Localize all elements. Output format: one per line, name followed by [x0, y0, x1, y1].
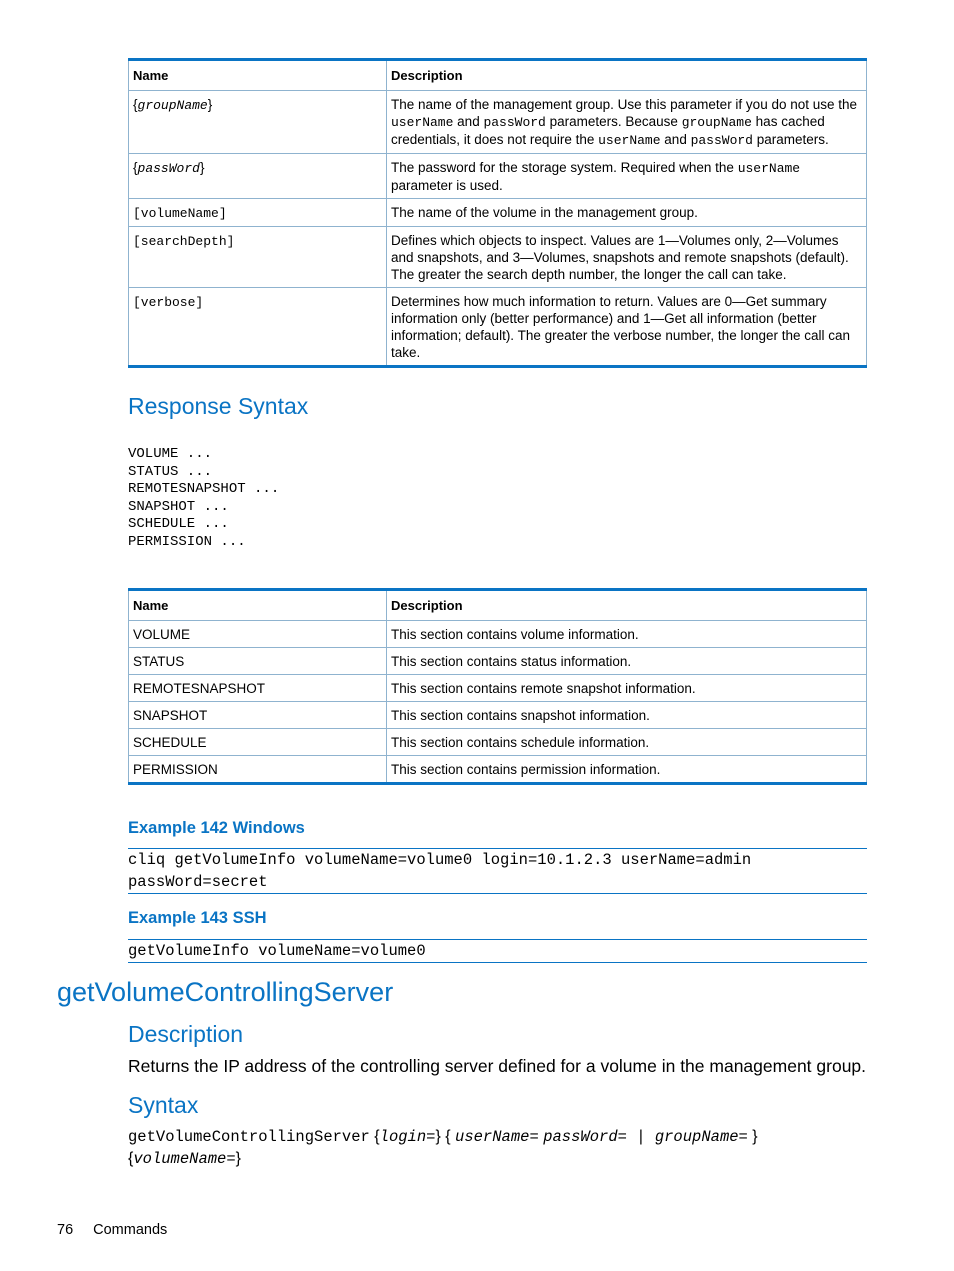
- table-row: [129, 621, 867, 648]
- syntax-heading: Syntax: [128, 1092, 199, 1118]
- text-run: and: [453, 114, 484, 129]
- response-table-header: [129, 590, 867, 621]
- syntax-brace: }: [235, 1150, 242, 1167]
- syntax-password-param: passWord=: [543, 1128, 627, 1146]
- example-143-title: Example 143 SSH: [128, 909, 267, 927]
- text-run: The password for the storage system. Required when the: [391, 160, 738, 175]
- description-text: Returns the IP address of the controlling server defined for a volume in the management group.: [128, 1056, 867, 1076]
- parameter-name-cell: [129, 199, 387, 227]
- text-run: }: [199, 160, 205, 175]
- table-row: [129, 648, 867, 675]
- code-term: passWord: [483, 115, 546, 130]
- text-run: }: [207, 97, 213, 112]
- syntax-volumename-param: volumeName=: [133, 1150, 236, 1168]
- example-143-code: [128, 939, 867, 963]
- description-heading: Description: [128, 1021, 244, 1047]
- parameter-description-cell: [387, 91, 867, 154]
- table-row: [129, 675, 867, 702]
- syntax-brace: }: [435, 1128, 441, 1145]
- text-run: Determines how much information to return. Values are 0—Get summary information only (better performance) and 1—Get all information (better information; default). The greater the verbose number, the longer the call can take.: [391, 294, 851, 360]
- table-row: [129, 729, 867, 756]
- example-142-line-1: cliq getVolumeInfo volumeName=volume0 login=10.1.2.3 userName=admin: [128, 851, 752, 869]
- text-run: {: [133, 160, 138, 175]
- syntax-pipe: |: [626, 1128, 655, 1146]
- parameters-table-body: [129, 91, 867, 367]
- text-run: The name of the volume in the management group.: [391, 205, 698, 220]
- section-name-cell: VOLUME: [129, 621, 387, 648]
- code-term: passWord: [690, 133, 753, 148]
- text-run: parameter is used.: [391, 178, 503, 193]
- parameter-name-cell: [129, 154, 387, 199]
- column-header-description: Description: [387, 60, 867, 91]
- section-title: getVolumeControllingServer: [57, 977, 394, 1007]
- syntax-brace: {: [440, 1128, 456, 1145]
- section-description-cell: This section contains remote snapshot information.: [387, 675, 867, 702]
- code-term: userName: [391, 115, 454, 130]
- syntax-brace: {: [369, 1128, 380, 1145]
- parameter-description-cell: [387, 154, 867, 199]
- section-name-cell: SCHEDULE: [129, 729, 387, 756]
- response-table-body: [129, 621, 867, 784]
- table-row: [129, 756, 867, 784]
- table-row: [129, 288, 867, 367]
- syntax-groupname-param: groupName=: [654, 1128, 748, 1146]
- parameter-name-cell: [129, 288, 387, 367]
- table-row: [129, 154, 867, 199]
- parameters-table-header: [129, 60, 867, 91]
- text-run: has cached credentials, it does not require the: [391, 114, 825, 147]
- page-footer: [57, 1222, 167, 1238]
- section-description-cell: This section contains permission information.: [387, 756, 867, 784]
- text-run: The name of the management group. Use this parameter if you do not use the: [391, 97, 858, 112]
- response-syntax-code: VOLUME ... STATUS ... REMOTESNAPSHOT ... SNAPSHOT ... SCHEDULE ... PERMISSION ...: [128, 446, 280, 550]
- example-142-code: [128, 848, 867, 894]
- section-description-cell: This section contains status information.: [387, 648, 867, 675]
- example-143-line-1: getVolumeInfo volumeName=volume0: [128, 942, 426, 960]
- column-header-name: Name: [129, 60, 387, 91]
- column-header-name: Name: [129, 590, 387, 621]
- syntax-brace: }: [747, 1128, 758, 1145]
- example-142-title: Example 142 Windows: [128, 819, 305, 837]
- code-term: [volumeName]: [133, 206, 227, 221]
- section-description-cell: This section contains schedule information.: [387, 729, 867, 756]
- table-row: [129, 91, 867, 154]
- parameter-description-cell: [387, 227, 867, 288]
- code-term: [verbose]: [133, 295, 204, 310]
- section-description-cell: This section contains snapshot information.: [387, 702, 867, 729]
- syntax-login-param: login=: [379, 1128, 436, 1146]
- section-description-cell: This section contains volume information.: [387, 621, 867, 648]
- text-run: parameters.: [753, 132, 829, 147]
- code-term: userName: [737, 161, 801, 176]
- page-number: 76: [57, 1222, 74, 1238]
- section-name-cell: REMOTESNAPSHOT: [129, 675, 387, 702]
- section-name-cell: SNAPSHOT: [129, 702, 387, 729]
- text-run: {: [133, 97, 138, 112]
- section-name-cell: STATUS: [129, 648, 387, 675]
- code-term: userName: [598, 133, 661, 148]
- syntax-line-2: [128, 1148, 241, 1170]
- table-row: [129, 702, 867, 729]
- text-run: Defines which objects to inspect. Values are 1—Volumes only, 2—Volumes and snapshots, and 3—Volumes, snapshots and remote snapshots (default). The greater the search depth number, the longer the call can take.: [391, 233, 849, 282]
- parameter-placeholder: groupName: [137, 98, 208, 113]
- parameter-placeholder: passWord: [137, 161, 200, 176]
- column-header-description: Description: [387, 590, 867, 621]
- parameter-name-cell: [129, 91, 387, 154]
- table-row: [129, 199, 867, 227]
- text-run: parameters. Because: [545, 114, 682, 129]
- syntax-brace: {: [128, 1150, 134, 1167]
- code-term: groupName: [681, 115, 752, 130]
- code-term: [searchDepth]: [133, 234, 235, 249]
- parameters-table: [128, 58, 867, 368]
- syntax-line-1: [128, 1126, 758, 1148]
- section-name-cell: PERMISSION: [129, 756, 387, 784]
- syntax-command: getVolumeControllingServer: [128, 1128, 370, 1146]
- response-table: [128, 588, 867, 785]
- parameter-description-cell: [387, 199, 867, 227]
- example-142-line-2: passWord=secret: [128, 873, 268, 891]
- table-row: [129, 227, 867, 288]
- text-run: and: [660, 132, 691, 147]
- footer-section: Commands: [93, 1222, 168, 1238]
- syntax-username-param: userName=: [455, 1128, 539, 1146]
- parameter-description-cell: [387, 288, 867, 367]
- parameter-name-cell: [129, 227, 387, 288]
- response-syntax-heading: Response Syntax: [128, 393, 309, 419]
